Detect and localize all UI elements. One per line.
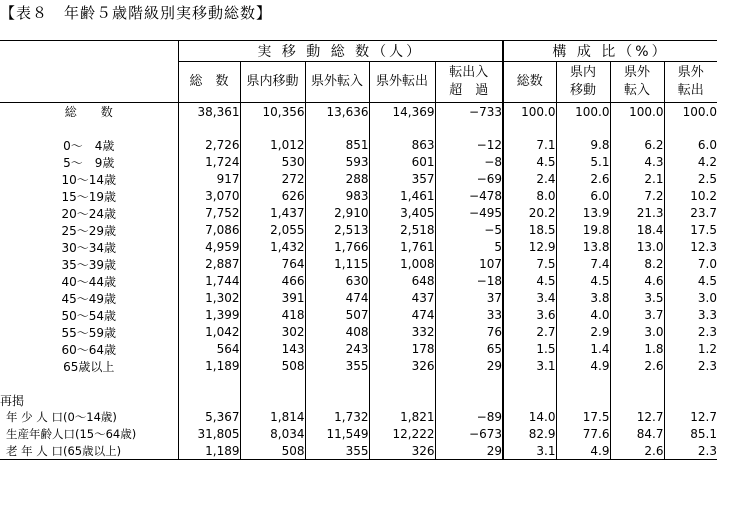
table-cell: 508 <box>240 442 305 459</box>
table-cell: 7,752 <box>178 205 240 222</box>
table-cell: 418 <box>240 307 305 324</box>
table-cell: 1,008 <box>369 256 435 273</box>
table-cell: 23.7 <box>664 205 717 222</box>
row-label <box>0 120 178 137</box>
table-cell <box>178 375 240 392</box>
table-cell: 2.6 <box>556 171 610 188</box>
table-row <box>0 273 717 290</box>
table-cell: 4.0 <box>556 307 610 324</box>
table-cell: 33 <box>435 307 503 324</box>
table-cell: 7.0 <box>664 256 717 273</box>
row-label: 5～ 9歳 <box>63 155 115 170</box>
table-cell: 355 <box>305 442 369 459</box>
table-cell: −69 <box>435 171 503 188</box>
table-cell: 1,821 <box>369 409 435 426</box>
table-row <box>0 103 717 121</box>
table-cell: 764 <box>240 256 305 273</box>
table-cell: 29 <box>435 442 503 459</box>
table-cell: 1,724 <box>178 154 240 171</box>
table-cell: 38,361 <box>178 103 240 121</box>
row-label: 再掲 <box>0 393 25 408</box>
table-cell: −18 <box>435 273 503 290</box>
table-cell: 4.2 <box>664 154 717 171</box>
table-cell: 7.4 <box>556 256 610 273</box>
table-cell: 1,115 <box>305 256 369 273</box>
row-label: 総 数 <box>64 105 113 119</box>
table-cell: 983 <box>305 188 369 205</box>
table-cell: 3,405 <box>369 205 435 222</box>
table-row <box>0 205 717 222</box>
table-cell <box>178 392 240 409</box>
header-group-ratio: 構 成 比（%） <box>503 41 717 62</box>
table-cell: 3,070 <box>178 188 240 205</box>
row-label: 55～59歳 <box>61 325 117 340</box>
table-cell: 14.0 <box>503 409 556 426</box>
table-cell: 6.0 <box>664 137 717 154</box>
table-cell: 11,549 <box>305 425 369 442</box>
table-cell: 530 <box>240 154 305 171</box>
table-cell: 2.3 <box>664 358 717 375</box>
table-cell: 12.9 <box>503 239 556 256</box>
table-cell: 2.4 <box>503 171 556 188</box>
row-label: 60～64歳 <box>61 342 117 357</box>
table-cell: 17.5 <box>664 222 717 239</box>
column-header <box>240 62 305 103</box>
row-label: 30～34歳 <box>61 240 117 255</box>
column-header-line: 転出 <box>677 83 704 98</box>
table-cell: 21.3 <box>610 205 664 222</box>
table-cell: 564 <box>178 341 240 358</box>
table-cell: 5.1 <box>556 154 610 171</box>
table-cell: 13,636 <box>305 103 369 121</box>
table-cell <box>556 375 610 392</box>
row-label: 45～49歳 <box>61 291 117 306</box>
table-cell: 100.0 <box>610 103 664 121</box>
table-cell <box>435 392 503 409</box>
column-header <box>369 62 435 103</box>
table-cell: 851 <box>305 137 369 154</box>
table-cell: 1,189 <box>178 442 240 459</box>
table-cell: 143 <box>240 341 305 358</box>
table-cell <box>178 120 240 137</box>
table-cell: 1,732 <box>305 409 369 426</box>
table-cell: 2.1 <box>610 171 664 188</box>
table-cell: 391 <box>240 290 305 307</box>
table-cell: 2,887 <box>178 256 240 273</box>
table-cell: −89 <box>435 409 503 426</box>
table-cell: 3.7 <box>610 307 664 324</box>
table-cell: 20.2 <box>503 205 556 222</box>
table-body <box>0 103 717 460</box>
table-cell: 1,766 <box>305 239 369 256</box>
table-cell <box>305 392 369 409</box>
table-cell <box>369 120 435 137</box>
column-header-line: 県外転入 <box>310 74 363 89</box>
table-cell: 2.9 <box>556 324 610 341</box>
column-header <box>178 62 240 103</box>
table-cell: 1,042 <box>178 324 240 341</box>
table-row <box>0 358 717 375</box>
table-cell: 1.8 <box>610 341 664 358</box>
table-cell: 4.5 <box>664 273 717 290</box>
table-cell: 10.2 <box>664 188 717 205</box>
table-row <box>0 375 717 392</box>
table-row <box>0 171 717 188</box>
table-cell: 1,437 <box>240 205 305 222</box>
table-row <box>0 239 717 256</box>
column-header-line: 移動 <box>569 83 596 98</box>
table-cell <box>503 120 556 137</box>
table-cell: 466 <box>240 273 305 290</box>
table-cell: 8,034 <box>240 425 305 442</box>
table-cell: 7.5 <box>503 256 556 273</box>
header-group-real: 実 移 動 総 数（人） <box>178 41 503 62</box>
table-cell: −5 <box>435 222 503 239</box>
table-row <box>0 324 717 341</box>
table-cell: 2,910 <box>305 205 369 222</box>
column-header-line: 超 過 <box>449 83 489 98</box>
table-cell <box>369 375 435 392</box>
table-cell: 8.0 <box>503 188 556 205</box>
row-label: 20～24歳 <box>61 206 117 221</box>
table-cell: 2.5 <box>664 171 717 188</box>
table-cell: 76 <box>435 324 503 341</box>
table-cell: 3.1 <box>503 442 556 459</box>
table-cell: 2,726 <box>178 137 240 154</box>
table-cell: 474 <box>369 307 435 324</box>
row-label: 50～54歳 <box>61 308 117 323</box>
table-cell: 31,805 <box>178 425 240 442</box>
table-cell: 1,744 <box>178 273 240 290</box>
table-cell <box>435 375 503 392</box>
row-label: 65歳以上 <box>63 359 115 374</box>
table-cell: 288 <box>305 171 369 188</box>
table-cell: 4,959 <box>178 239 240 256</box>
header-group-row <box>0 41 717 62</box>
table-cell: 1,302 <box>178 290 240 307</box>
table-cell: 7.1 <box>503 137 556 154</box>
table-cell: 272 <box>240 171 305 188</box>
column-header-line: 総数 <box>516 74 543 89</box>
table-cell: 243 <box>305 341 369 358</box>
table-cell: 178 <box>369 341 435 358</box>
table-cell: 1,432 <box>240 239 305 256</box>
row-label: 15～19歳 <box>61 189 117 204</box>
table-cell: −733 <box>435 103 503 121</box>
table-cell <box>556 392 610 409</box>
table-cell: 1.2 <box>664 341 717 358</box>
table-cell: 3.1 <box>503 358 556 375</box>
row-label: 老 年 人 口(65歳以上) <box>0 442 178 459</box>
table-cell: 357 <box>369 171 435 188</box>
header-blank-cell <box>0 41 178 103</box>
table-row <box>0 120 717 137</box>
table-cell: 3.3 <box>664 307 717 324</box>
table-cell: 2.6 <box>610 358 664 375</box>
table-cell: 10,356 <box>240 103 305 121</box>
table-cell: 100.0 <box>503 103 556 121</box>
table-cell <box>435 120 503 137</box>
table-cell: 1.4 <box>556 341 610 358</box>
table-cell: 2.7 <box>503 324 556 341</box>
table-row <box>0 154 717 171</box>
table-row <box>0 290 717 307</box>
table-cell <box>305 375 369 392</box>
table-cell <box>240 120 305 137</box>
table-cell: 14,369 <box>369 103 435 121</box>
table-cell: 100.0 <box>556 103 610 121</box>
table-cell: 65 <box>435 341 503 358</box>
table-cell: 355 <box>305 358 369 375</box>
table-cell <box>503 392 556 409</box>
table-cell: 863 <box>369 137 435 154</box>
table-cell: 18.4 <box>610 222 664 239</box>
table-cell: 408 <box>305 324 369 341</box>
table-row <box>0 222 717 239</box>
column-header <box>610 62 664 103</box>
table-cell: 4.9 <box>556 442 610 459</box>
table-cell: 85.1 <box>664 425 717 442</box>
table-cell: 2.3 <box>664 324 717 341</box>
table-cell: 630 <box>305 273 369 290</box>
table-cell: 4.5 <box>556 273 610 290</box>
table-cell: 648 <box>369 273 435 290</box>
table-cell <box>240 392 305 409</box>
table-cell: 18.5 <box>503 222 556 239</box>
table-cell: −12 <box>435 137 503 154</box>
column-header-line: 県外 <box>623 65 650 80</box>
table-cell <box>503 375 556 392</box>
table-cell: 1,461 <box>369 188 435 205</box>
table-cell: 7,086 <box>178 222 240 239</box>
table-cell: 17.5 <box>556 409 610 426</box>
table-cell: 77.6 <box>556 425 610 442</box>
table-title: 【表８ 年齢５歳階級別実移動総数】 <box>0 4 273 22</box>
table-cell: 3.0 <box>664 290 717 307</box>
table-cell: 332 <box>369 324 435 341</box>
table-cell: 100.0 <box>664 103 717 121</box>
table-cell: 626 <box>240 188 305 205</box>
column-header <box>556 62 610 103</box>
table-row <box>0 307 717 324</box>
table-cell: 6.0 <box>556 188 610 205</box>
row-label: 40～44歳 <box>61 274 117 289</box>
table-row <box>0 392 717 409</box>
table-row <box>0 188 717 205</box>
table-row <box>0 442 717 459</box>
column-header-line: 県内 <box>569 65 596 80</box>
table-cell: 1,399 <box>178 307 240 324</box>
table-cell: 1,814 <box>240 409 305 426</box>
table-cell: 2,518 <box>369 222 435 239</box>
table-cell: 917 <box>178 171 240 188</box>
column-header-line: 転入 <box>623 83 650 98</box>
table-cell: 13.8 <box>556 239 610 256</box>
table-cell: 508 <box>240 358 305 375</box>
column-header-line: 県外転出 <box>375 74 428 89</box>
table-cell: 3.0 <box>610 324 664 341</box>
table-cell: 5,367 <box>178 409 240 426</box>
row-label: 生産年齢人口(15～64歳) <box>6 426 137 441</box>
table-cell <box>610 392 664 409</box>
table-cell: 29 <box>435 358 503 375</box>
table-cell <box>610 375 664 392</box>
table-cell: 84.7 <box>610 425 664 442</box>
column-header-line: 県内移動 <box>246 74 299 89</box>
table-cell <box>556 120 610 137</box>
table-cell: 4.9 <box>556 358 610 375</box>
table-cell: 2.6 <box>610 442 664 459</box>
column-header <box>305 62 369 103</box>
table-cell: 3.5 <box>610 290 664 307</box>
row-label: 年 少 人 口(0～14歳) <box>6 409 117 424</box>
table-cell: 19.8 <box>556 222 610 239</box>
column-header <box>435 62 503 103</box>
row-label <box>0 375 178 392</box>
migration-table <box>0 40 717 460</box>
table-cell: 13.0 <box>610 239 664 256</box>
table-cell: 2,513 <box>305 222 369 239</box>
table-cell: 13.9 <box>556 205 610 222</box>
table-cell <box>664 375 717 392</box>
table-cell: 4.6 <box>610 273 664 290</box>
table-row <box>0 256 717 273</box>
table-cell: 12,222 <box>369 425 435 442</box>
table-cell: 12.7 <box>610 409 664 426</box>
table-cell <box>305 120 369 137</box>
row-label: 25～29歳 <box>61 223 117 238</box>
table-row <box>0 425 717 442</box>
table-cell: −673 <box>435 425 503 442</box>
table-cell: 3.4 <box>503 290 556 307</box>
column-header-line: 転出入 <box>449 65 489 80</box>
table-cell: −478 <box>435 188 503 205</box>
table-cell: 2.3 <box>664 442 717 459</box>
table-cell: 1,012 <box>240 137 305 154</box>
table-cell <box>664 392 717 409</box>
column-header <box>503 62 556 103</box>
table-cell: 8.2 <box>610 256 664 273</box>
table-cell: 12.3 <box>664 239 717 256</box>
table-cell: 1,189 <box>178 358 240 375</box>
table-cell: 2,055 <box>240 222 305 239</box>
table-cell: 7.2 <box>610 188 664 205</box>
table-cell: 326 <box>369 442 435 459</box>
row-label: 10～14歳 <box>61 172 117 187</box>
table-cell: −8 <box>435 154 503 171</box>
table-cell: 37 <box>435 290 503 307</box>
table-cell: 302 <box>240 324 305 341</box>
table-cell: 601 <box>369 154 435 171</box>
table-cell: 3.6 <box>503 307 556 324</box>
table-cell: 4.5 <box>503 273 556 290</box>
column-header-line: 県外 <box>677 65 704 80</box>
table-cell: 6.2 <box>610 137 664 154</box>
table-cell: 507 <box>305 307 369 324</box>
table-cell: 437 <box>369 290 435 307</box>
table-cell: 593 <box>305 154 369 171</box>
table-cell: 326 <box>369 358 435 375</box>
row-label: 35～39歳 <box>61 257 117 272</box>
table-cell <box>664 120 717 137</box>
column-header <box>664 62 717 103</box>
table-cell: 82.9 <box>503 425 556 442</box>
row-label: 0～ 4歳 <box>63 138 115 153</box>
table-cell <box>369 392 435 409</box>
table-cell: 3.8 <box>556 290 610 307</box>
table-cell: 9.8 <box>556 137 610 154</box>
column-header-line: 総 数 <box>189 74 229 89</box>
table-cell <box>240 375 305 392</box>
table-row <box>0 341 717 358</box>
table-cell: 1.5 <box>503 341 556 358</box>
table-cell: 4.3 <box>610 154 664 171</box>
table-cell: 107 <box>435 256 503 273</box>
table-cell: −495 <box>435 205 503 222</box>
table-row <box>0 409 717 426</box>
table-cell <box>610 120 664 137</box>
table-cell: 1,761 <box>369 239 435 256</box>
table-row <box>0 137 717 154</box>
table-cell: 4.5 <box>503 154 556 171</box>
table-cell: 12.7 <box>664 409 717 426</box>
table-cell: 474 <box>305 290 369 307</box>
table-cell: 5 <box>435 239 503 256</box>
